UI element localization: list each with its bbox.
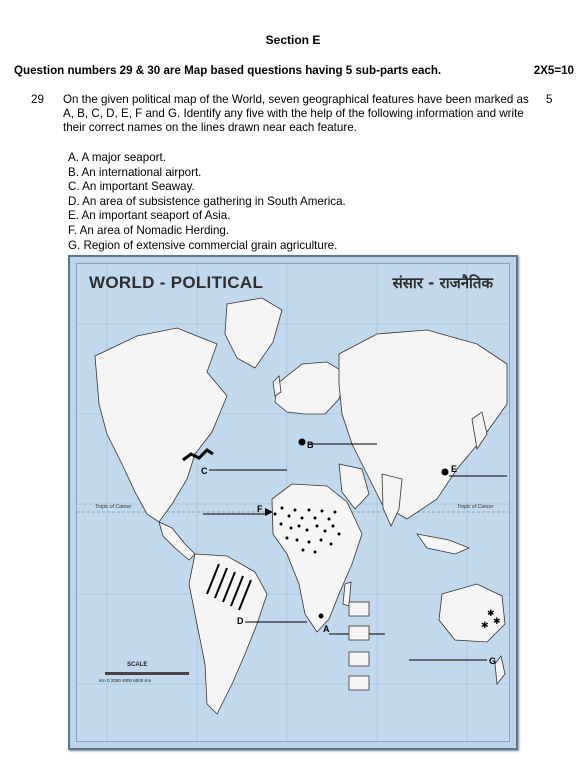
india-shape: [382, 474, 402, 526]
tropic-label-left: Tropic of Cancer: [95, 504, 132, 510]
question-number: 29: [31, 93, 44, 106]
question-text: On the given political map of the World, seven geographical features have been marked as A, B, C, D, E, F and G. Identify any five with the help of the following information and write their correct names on the lines drawn near each feature.: [63, 93, 529, 134]
scale-bar: [105, 672, 189, 675]
question-marks: 5: [546, 93, 553, 106]
header-marks: 2X5=10: [533, 64, 574, 77]
map-drawing: [77, 264, 510, 742]
new-zealand-shape: [495, 656, 505, 684]
marker-f-arrow: [265, 508, 273, 516]
label-g: G: [489, 656, 497, 666]
label-d: D: [237, 616, 244, 626]
map-title: WORLD - POLITICAL: [89, 273, 264, 292]
header-text: Question numbers 29 & 30 are Map based questions having 5 sub-parts each.: [14, 64, 442, 77]
indonesia-shape: [417, 534, 469, 554]
marker-e-dot: [442, 469, 449, 476]
central-america-shape: [159, 522, 195, 560]
option-c: C. An important Seaway.: [68, 180, 195, 194]
option-b: B. An international airport.: [68, 165, 202, 179]
australia-shape: [439, 584, 505, 642]
africa-shape: [272, 484, 362, 632]
map-title-hindi: संसार - राजनैतिक: [392, 274, 493, 292]
option-f: F. An area of Nomadic Herding.: [68, 223, 230, 237]
label-c: C: [201, 466, 208, 476]
svg-text:✱: ✱: [481, 621, 489, 631]
marker-a-dot: [319, 614, 324, 619]
answer-boxes: [349, 602, 369, 690]
label-f: F: [257, 504, 263, 514]
options-list: [68, 151, 346, 253]
section-title: Section E: [265, 33, 321, 47]
greenland-shape: [225, 298, 282, 368]
europe-shape: [275, 362, 347, 414]
world-map: [68, 255, 518, 750]
scale-label: SCALE: [127, 662, 148, 668]
option-g: G. Region of extensive commercial grain agriculture.: [68, 238, 338, 252]
marker-b-dot: [299, 439, 306, 446]
scale-ticks: Km 0 2000 4000 6000 Km: [99, 678, 152, 683]
north-america-shape: [95, 328, 227, 522]
map-frame: [76, 263, 510, 742]
svg-text:✱: ✱: [493, 617, 501, 627]
south-america-shape: [189, 554, 267, 714]
tropic-label-right: Tropic of Cancer: [457, 504, 494, 510]
question-header: [14, 64, 574, 77]
land-masses: [95, 298, 507, 714]
uk-shape: [273, 376, 281, 396]
label-e: E: [451, 464, 458, 474]
svg-text:✱: ✱: [487, 609, 495, 619]
option-a: A. A major seaport.: [68, 151, 166, 164]
option-d: D. An area of subsistence gathering in South America.: [68, 194, 346, 208]
label-a: A: [323, 624, 330, 634]
label-b: B: [307, 440, 314, 450]
option-e: E. An important seaport of Asia.: [68, 209, 231, 223]
